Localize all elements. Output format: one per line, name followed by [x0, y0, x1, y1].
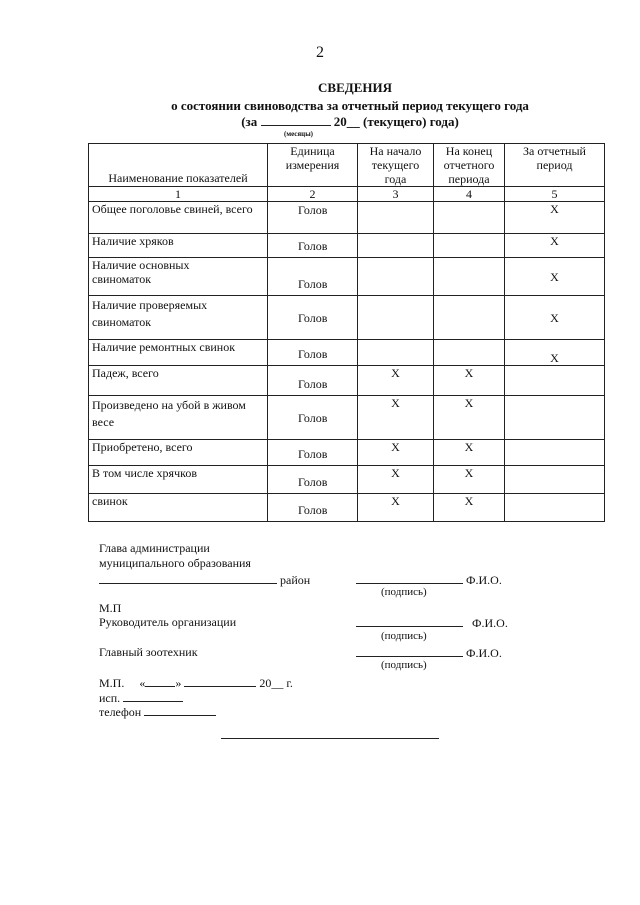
- column-number: 4: [434, 187, 505, 202]
- row-unit: Голов: [268, 296, 358, 340]
- column-number: 5: [505, 187, 605, 202]
- column-number: 3: [358, 187, 434, 202]
- signature-blank[interactable]: [356, 615, 463, 627]
- header-end-of-period: На конец отчетного периода: [434, 144, 505, 187]
- months-hint: (месяцы): [284, 130, 314, 138]
- row-unit: Голов: [268, 258, 358, 296]
- row-indicator: [89, 296, 268, 340]
- livestock-table: [88, 143, 605, 522]
- chief-zootech-label: Главный зоотехник: [99, 645, 198, 659]
- row-start-value[interactable]: [358, 202, 434, 234]
- row-indicator: Наличие ремонтных свинок: [89, 340, 268, 366]
- row-indicator: свинок: [89, 494, 268, 522]
- table-row: [89, 396, 605, 440]
- row-unit: Голов: [268, 466, 358, 494]
- row-end-value[interactable]: Х: [434, 494, 505, 522]
- row-start-value[interactable]: Х: [358, 440, 434, 466]
- org-head-label: Руководитель организации: [99, 615, 237, 629]
- executor-label: исп.: [99, 691, 121, 705]
- row-start-value[interactable]: [358, 340, 434, 366]
- row-end-value[interactable]: Х: [434, 396, 505, 440]
- row-unit: Голов: [268, 396, 358, 440]
- row-period-value[interactable]: Х: [505, 234, 605, 258]
- row-indicator-text: Наличие проверяемых свиноматок: [92, 298, 208, 329]
- table-row: [89, 366, 605, 396]
- phone-label: телефон: [99, 705, 142, 719]
- column-numbers-row: [89, 187, 605, 202]
- row-unit: Голов: [268, 366, 358, 396]
- row-end-value[interactable]: [434, 234, 505, 258]
- row-unit: Голов: [268, 234, 358, 258]
- row-indicator: Общее поголовье свиней, всего: [89, 202, 268, 234]
- table-row: [89, 340, 605, 366]
- row-unit: Голов: [268, 440, 358, 466]
- row-unit: Голов: [268, 340, 358, 366]
- document-subtitle: о состоянии свиноводства за отчетный период текущего года: [171, 98, 529, 113]
- head-admin-label-1: Глава администрации: [99, 541, 210, 555]
- head-admin-label-2: муниципального образования: [99, 556, 251, 570]
- row-end-value[interactable]: [434, 202, 505, 234]
- row-end-value[interactable]: [434, 258, 505, 296]
- signature-hint: (подпись): [381, 659, 427, 671]
- table-row: [89, 466, 605, 494]
- row-end-value[interactable]: Х: [434, 440, 505, 466]
- row-start-value[interactable]: Х: [358, 396, 434, 440]
- date-close-quote: »: [175, 676, 182, 690]
- chief-zootech-signature: [356, 645, 502, 661]
- row-period-value[interactable]: [505, 366, 605, 396]
- reporting-period: [0, 114, 640, 130]
- executor-blank[interactable]: [123, 690, 183, 702]
- year-label: 20__ г.: [259, 676, 293, 690]
- header-indicator-name: Наименование показателей: [89, 144, 268, 187]
- period-year-prefix: 20__: [333, 114, 360, 129]
- page-number: 2: [316, 44, 324, 61]
- bottom-rule: [221, 738, 439, 739]
- header-start-of-year: На начало текущего года: [358, 144, 434, 187]
- row-end-value[interactable]: [434, 340, 505, 366]
- period-prefix: (за: [241, 114, 258, 129]
- day-blank[interactable]: [145, 675, 175, 687]
- table-row: [89, 258, 605, 296]
- row-period-value[interactable]: [505, 494, 605, 522]
- header-unit: Единица измерения: [268, 144, 358, 187]
- row-indicator: Произведено на убой в живом весе: [89, 396, 268, 440]
- row-indicator: Падеж, всего: [89, 366, 268, 396]
- stamp-label: М.П.: [99, 676, 125, 690]
- row-period-value[interactable]: [505, 440, 605, 466]
- row-start-value[interactable]: Х: [358, 466, 434, 494]
- org-head-signature: [356, 615, 508, 631]
- row-start-value[interactable]: [358, 296, 434, 340]
- fio-label: Ф.И.О.: [472, 616, 508, 630]
- table-row: [89, 202, 605, 234]
- signature-blank[interactable]: [356, 572, 463, 584]
- row-period-value[interactable]: Х: [505, 258, 605, 296]
- column-number: 2: [268, 187, 358, 202]
- row-end-value[interactable]: Х: [434, 366, 505, 396]
- row-period-value[interactable]: Х: [505, 340, 605, 366]
- row-indicator: [89, 258, 268, 296]
- phone-row: [99, 704, 216, 720]
- row-end-value[interactable]: [434, 296, 505, 340]
- header-for-period: За отчетный период: [505, 144, 605, 187]
- date-row: [99, 675, 293, 691]
- row-period-value[interactable]: Х: [505, 296, 605, 340]
- district-blank[interactable]: [99, 572, 277, 584]
- period-suffix: (текущего) года): [363, 114, 459, 129]
- month-blank[interactable]: [184, 675, 256, 687]
- date-open-quote: «: [139, 676, 146, 690]
- row-unit: Голов: [268, 494, 358, 522]
- table-row: [89, 234, 605, 258]
- row-period-value[interactable]: [505, 396, 605, 440]
- table-header-row: [89, 144, 605, 187]
- table-row: [89, 494, 605, 522]
- signature-blank[interactable]: [356, 645, 463, 657]
- row-start-value[interactable]: [358, 258, 434, 296]
- phone-blank[interactable]: [144, 704, 216, 716]
- row-period-value[interactable]: Х: [505, 202, 605, 234]
- row-indicator: В том числе хрячков: [89, 466, 268, 494]
- signature-hint: (подпись): [381, 586, 427, 598]
- document-title: СВЕДЕНИЯ: [318, 80, 392, 95]
- table-row: [89, 296, 605, 340]
- stamp-label: М.П: [99, 601, 122, 615]
- row-start-value[interactable]: [358, 234, 434, 258]
- row-start-value[interactable]: Х: [358, 494, 434, 522]
- column-number: 1: [89, 187, 268, 202]
- district-row: [99, 572, 310, 588]
- head-admin-signature: [356, 572, 502, 588]
- fio-label: Ф.И.О.: [466, 573, 502, 587]
- signature-hint: (подпись): [381, 630, 427, 642]
- row-end-value[interactable]: Х: [434, 466, 505, 494]
- row-start-value[interactable]: Х: [358, 366, 434, 396]
- table-row: [89, 440, 605, 466]
- row-indicator: Наличие хряков: [89, 234, 268, 258]
- row-unit: Голов: [268, 202, 358, 234]
- row-period-value[interactable]: [505, 466, 605, 494]
- fio-label: Ф.И.О.: [466, 646, 502, 660]
- period-months-blank[interactable]: [261, 114, 331, 126]
- row-indicator: Приобретено, всего: [89, 440, 268, 466]
- district-label: район: [280, 573, 311, 587]
- row-indicator-text: Наличие основных свиноматок: [92, 258, 190, 286]
